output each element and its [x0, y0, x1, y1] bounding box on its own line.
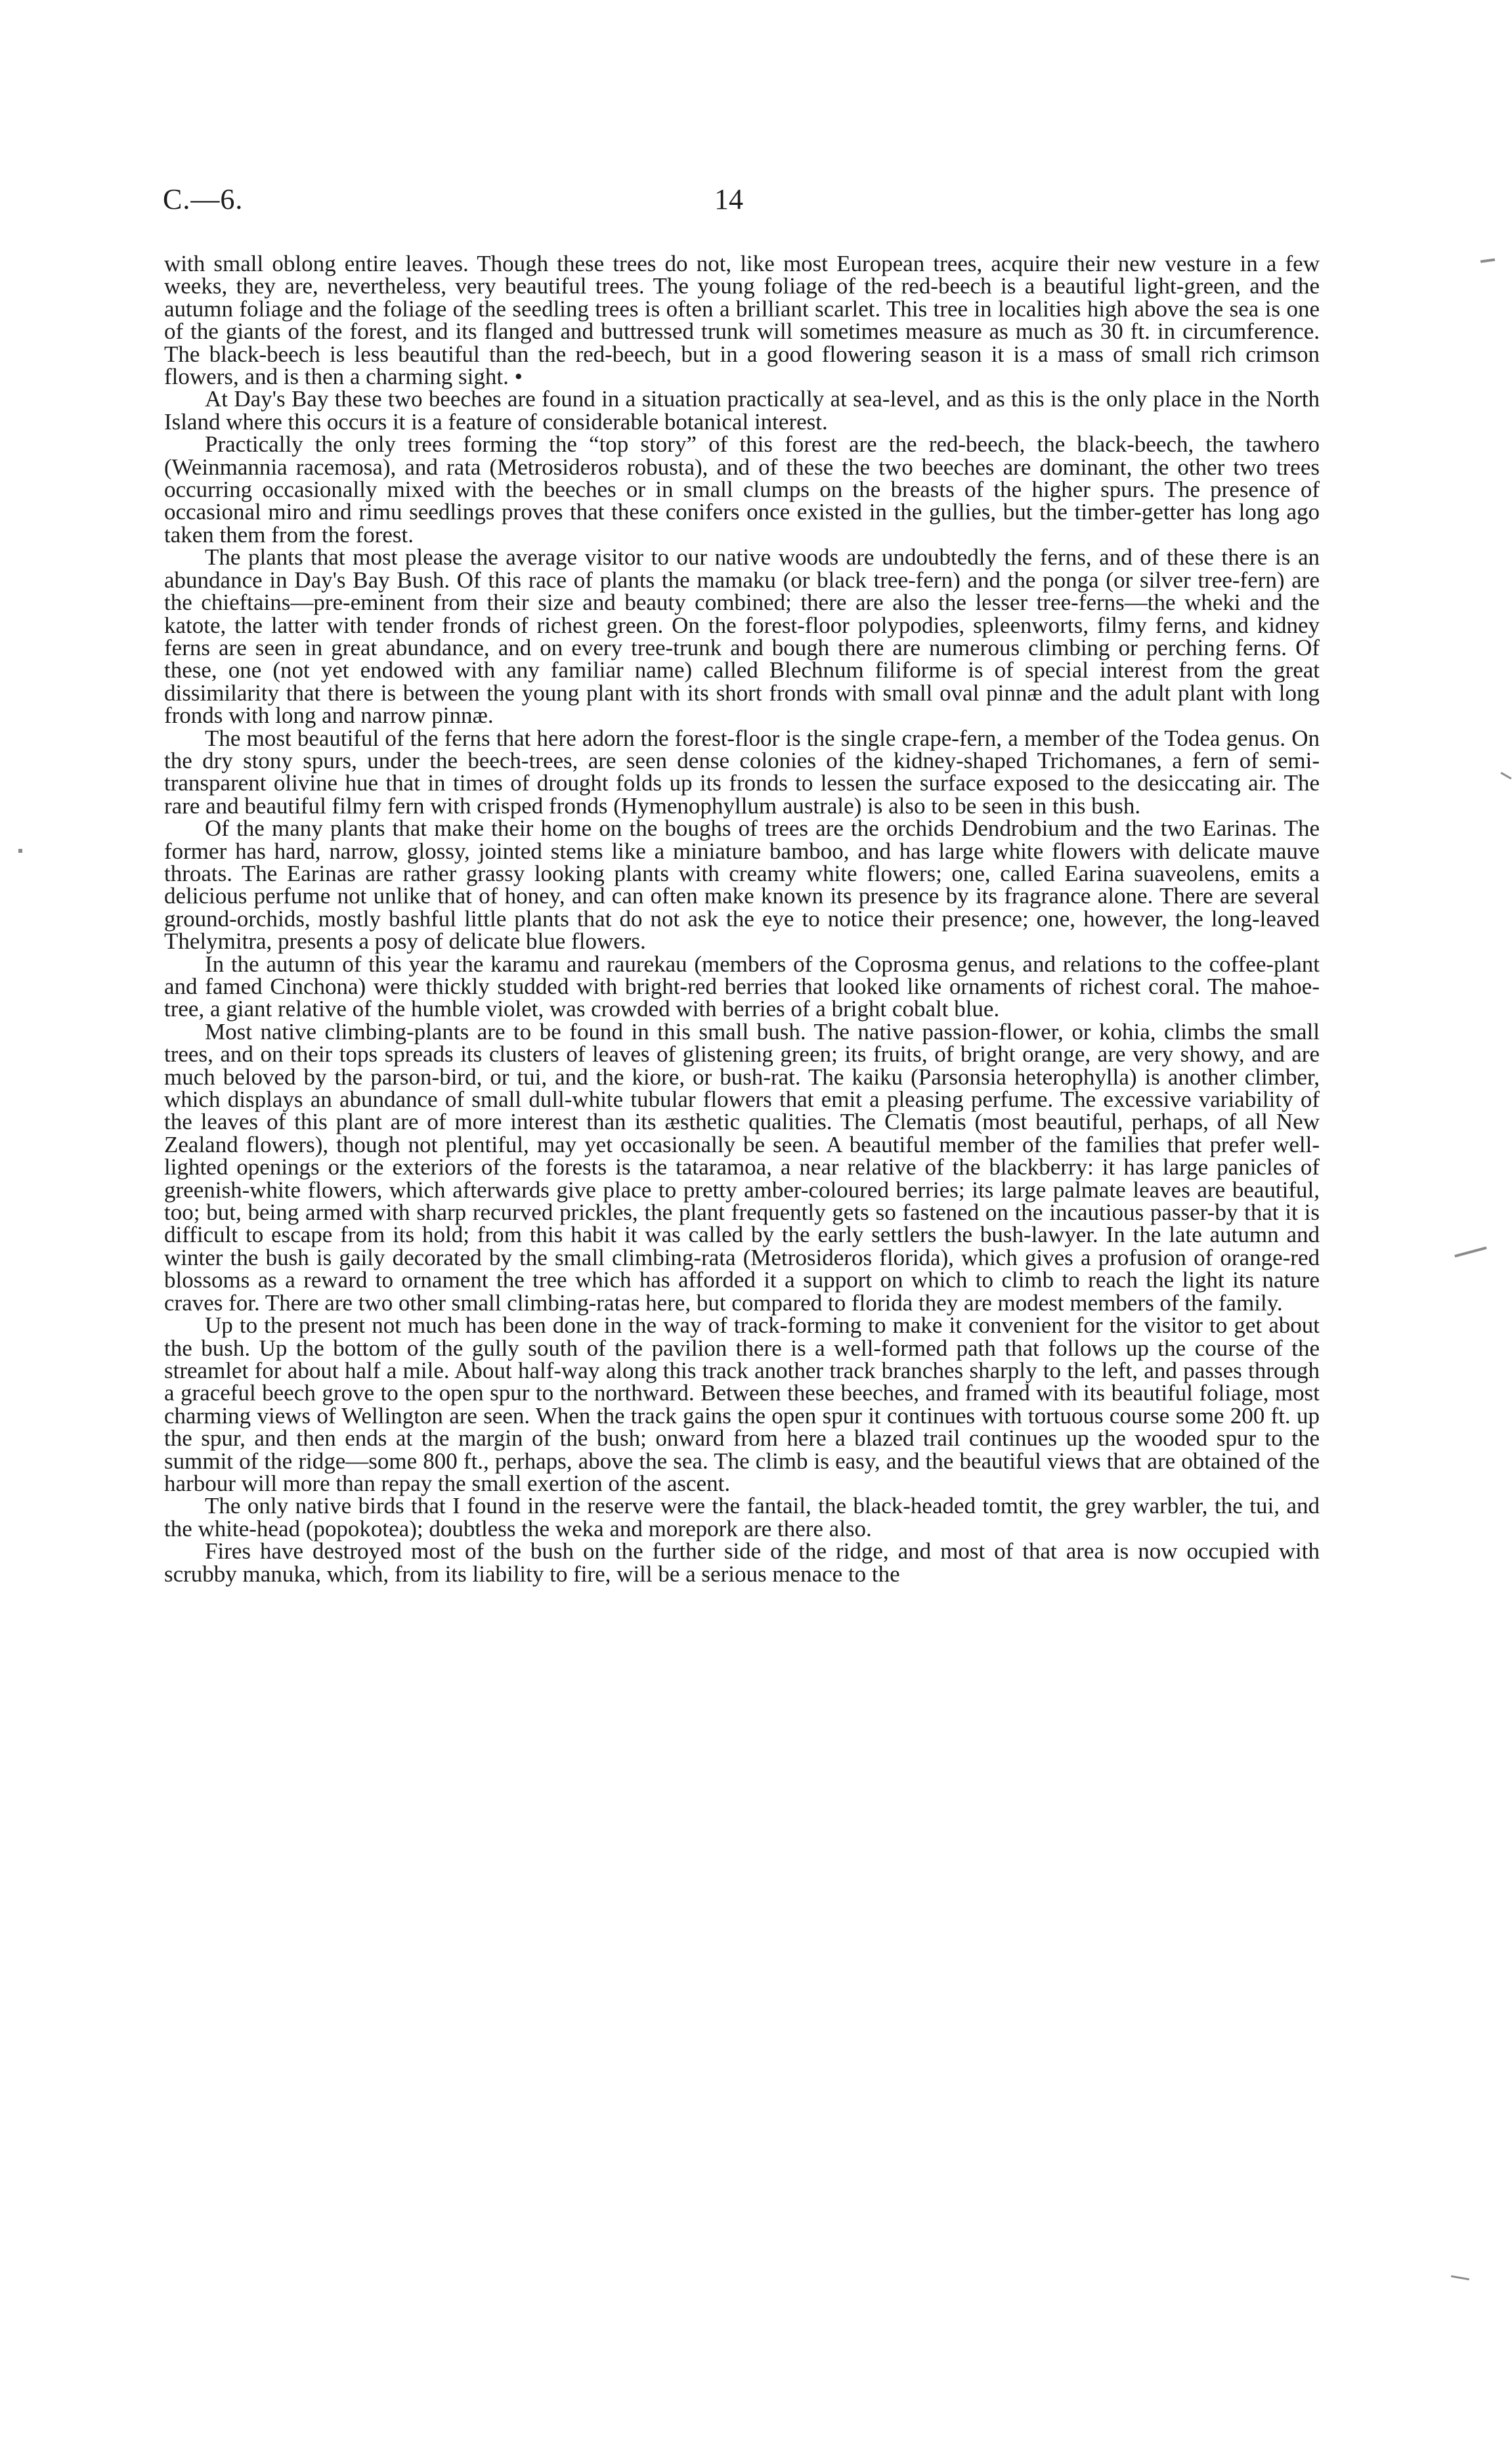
paragraph: Of the many plants that make their home on the boughs of trees are the orchids Dendrobium and the two Earinas. The former has hard, narrow, glossy, jointed stems like a miniature bamboo, and has large white flowers with delicate mauve throats. The Earinas are rather grassy looking plants with creamy white flowers; one, called Earina suaveolens, emits a delicious perfume not unlike that of honey, and can often make known its presence by its fragrance alone. There are several ground-orchids, mostly bashful little plants that do not ask the eye to notice their presence; one, however, the long-leaved Thelymitra, presents a posy of delicate blue flowers. — [164, 815, 1320, 955]
scan-mark — [1500, 772, 1511, 780]
paragraph: At Day's Bay these two beeches are found in a situation practically at sea-level, and as this is the only place in the North Island where this occurs it is a feature of considerable botanical interest. — [164, 386, 1320, 435]
paragraph: Practically the only trees forming the “top story” of this forest are the red-beech, the black-beech, the tawhero (Weinmannia racemosa), and rata (Metrosideros robusta), and of these the two beeches are dominant, the other two trees occurring occasionally mixed with the beeches or in small clumps on the breasts of the higher spurs. The presence of occasional miro and rimu seedlings proves that these conifers once existed in the gullies, but the timber-getter has long ago taken them from the forest. — [164, 431, 1320, 548]
document-reference: C.—6. — [163, 183, 244, 215]
scan-mark — [1451, 2275, 1469, 2281]
paragraph: Fires have destroyed most of the bush on the further side of the ridge, and most of that area is now occupied with scrubby manuka, which, from its liability to fire, will be a serious menace to the — [164, 1538, 1320, 1587]
paragraph: Most native climbing-plants are to be found in this small bush. The native passion-flower, or kohia, climbs the small trees, and on their tops spreads its clusters of leaves of glistening green; its fruits, of bright orange, are very showy, and are much beloved by the parson-bird, or tui, and the kiore, or bush-rat. The kaiku (Parsonsia heterophylla) is another climber, which displays an abundance of small dull-white tubular flowers that emit a pleasing perfume. The excessive variability of the leaves of this plant are of more interest than its æsthetic qualities. The Clematis (most beautiful, perhaps, of all New Zealand flowers), though not plentiful, may yet occasionally be seen. A beautiful member of the families that prefer well-lighted openings or the exteriors of the forests is the tataramoa, a near relative of the blackberry: it has large panicles of greenish-white flowers, which afterwards give place to pretty amber-coloured berries; its large palmate leaves are beautiful, too; but, being armed with sharp recurved prickles, the plant frequently gets so fastened on the incautious passer-by that it is difficult to escape from its hold; from this habit it was called by the early settlers the bush-lawyer. In the late autumn and winter the bush is gaily decorated by the small climbing-rata (Metrosideros florida), which gives a profusion of orange-red blossoms as a reward to ornament the tree which has afforded it a support on which to climb to reach the light its nature craves for. There are two other small climbing-ratas here, but compared to florida they are modest members of the family. — [164, 1018, 1320, 1316]
paragraph: The only native birds that I found in the reserve were the fantail, the black-headed tomtit, the grey warbler, the tui, and the white-head (popokotea); doubtless the weka and morepork are there also. — [164, 1493, 1320, 1542]
body-text — [164, 253, 1320, 1585]
scan-mark — [18, 849, 22, 853]
paragraph: In the autumn of this year the karamu and raurekau (members of the Coprosma genus, and relations to the coffee-plant and famed Cinchona) were thickly studded with bright-red berries that looked like ornaments of richest coral. The mahoe-tree, a giant relative of the humble violet, was crowded with berries of a bright cobalt blue. — [164, 951, 1320, 1022]
scan-mark — [1480, 258, 1495, 263]
paragraph: with small oblong entire leaves. Though these trees do not, like most European trees, acquire their new vesture in a few weeks, they are, nevertheless, very beautiful trees. The young foliage of the red-beech is a beautiful light-green, and the autumn foliage and the foliage of the seedling trees is often a brilliant scarlet. This tree in localities high above the sea is one of the giants of the forest, and its flanged and buttressed trunk will sometimes measure as much as 30 ft. in circumference. The black-beech is less beautiful than the red-beech, but in a good flowering season it is a mass of small rich crimson flowers, and is then a charming sight. • — [164, 251, 1320, 390]
paragraph: The most beautiful of the ferns that here adorn the forest-floor is the single crape-fern, a member of the Todea genus. On the dry stony spurs, under the beech-trees, are seen dense colonies of the kidney-shaped Trichomanes, a fern of semi-transparent olivine hue that in times of drought folds up its fronds to lessen the surface exposed to the desiccating air. The rare and beautiful filmy fern with crisped fronds (Hymenophyllum australe) is also to be seen in this bush. — [164, 725, 1320, 819]
scan-mark — [1454, 1247, 1486, 1258]
paragraph: The plants that most please the average visitor to our native woods are undoubtedly the ferns, and of these there is an abundance in Day's Bay Bush. Of this race of plants the mamaku (or black tree-fern) and the ponga (or silver tree-fern) are the chieftains—pre-eminent from their size and beauty combined; there are also the lesser tree-ferns—the wheki and the katote, the latter with tender fronds of richest green. On the forest-floor polypodies, spleenworts, filmy ferns, and kidney ferns are seen in great abundance, and on every tree-trunk and bough there are numerous climbing or perching ferns. Of these, one (not yet endowed with any familiar name) called Blechnum filiforme is of special interest from the great dissimilarity that there is between the young plant with its short fronds with small oval pinnæ and the adult plant with long fronds with long and narrow pinnæ. — [164, 544, 1320, 729]
page-header — [163, 183, 1318, 222]
page-number: 14 — [714, 183, 743, 215]
paragraph: Up to the present not much has been done in the way of track-forming to make it convenient for the visitor to get about the bush. Up the bottom of the gully south of the pavilion there is a well-formed path that follows up the course of the streamlet for about half a mile. About half-way along this track another track branches sharply to the left, and passes through a graceful beech grove to the open spur to the northward. Between these beeches, and framed with its beautiful foliage, most charming views of Wellington are seen. When the track gains the open spur it continues with tortuous course some 200 ft. up the spur, and then ends at the margin of the bush; onward from here a blazed trail continues up the wooded spur to the summit of the ridge—some 800 ft., perhaps, above the sea. The climb is easy, and the beautiful views that are obtained of the harbour will more than repay the small exertion of the ascent. — [164, 1312, 1320, 1496]
